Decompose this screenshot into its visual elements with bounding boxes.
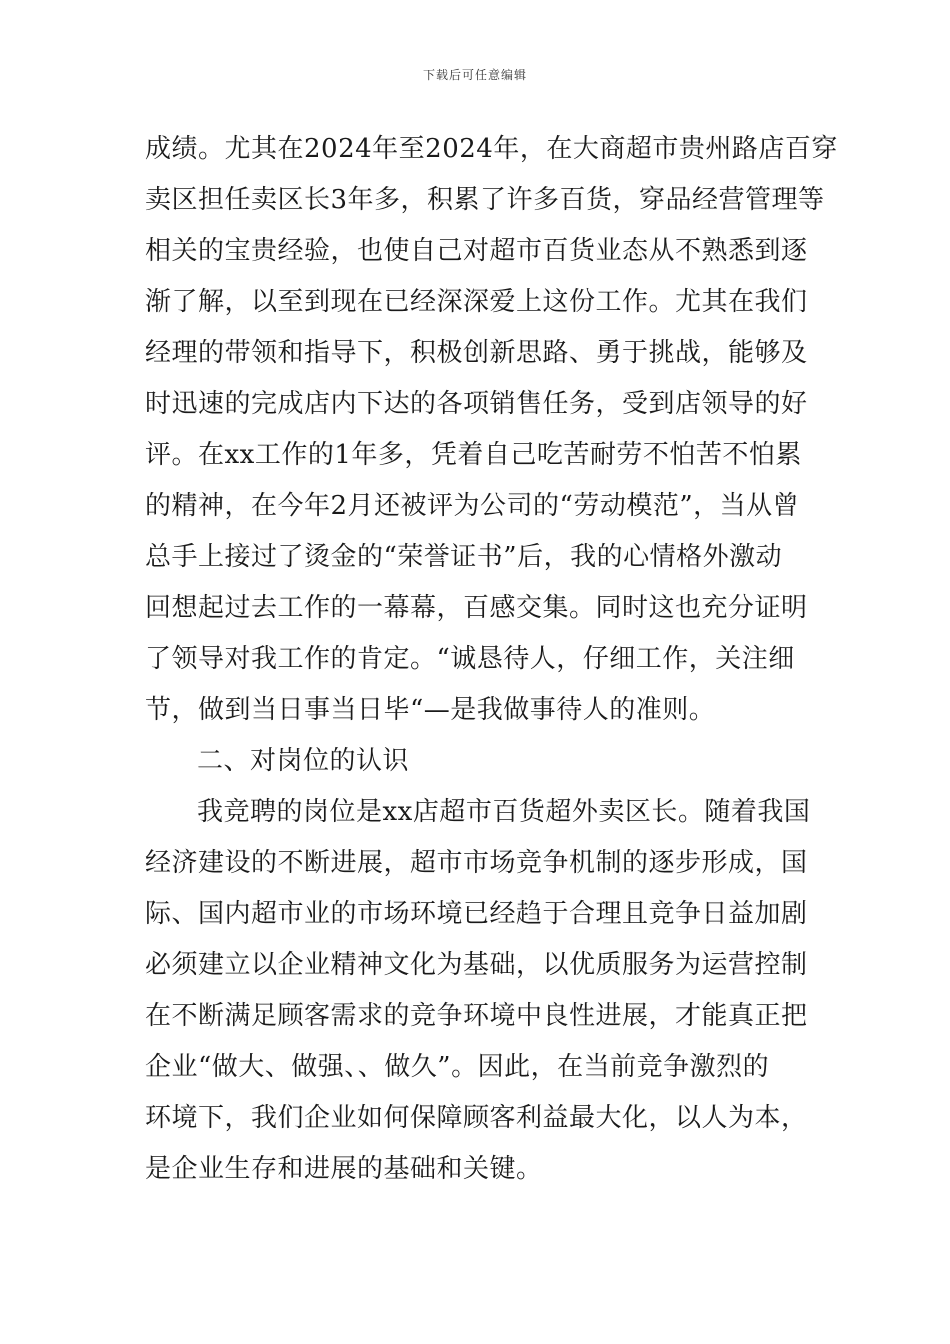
page-header: 下载后可任意编辑 <box>422 68 527 82</box>
body-line: 了领导对我工作的肯定。“诚恳待人，仔细工作，关注细 <box>145 644 795 674</box>
body-line: 环境下，我们企业如何保障顾客利益最大化，以人为本， <box>145 1103 808 1133</box>
body-line: 评。在xx工作的1年多，凭着自己吃苦耐劳不怕苦不怕累 <box>145 440 802 470</box>
body-line: 节，做到当日事当日毕“—是我做事待人的准则。 <box>145 695 716 725</box>
body-line: 成绩。尤其在2024年至2024年，在大商超市贵州路店百穿 <box>145 134 838 164</box>
body-line: 是企业生存和进展的基础和关键。 <box>145 1154 543 1184</box>
body-line: 企业“做大、做强、、做久”。因此，在当前竞争激烈的 <box>145 1052 770 1082</box>
body-line: 渐了解，以至到现在已经深深爱上这份工作。尤其在我们 <box>145 287 808 317</box>
body-line: 在不断满足顾客需求的竞争环境中良性进展，才能真正把 <box>145 1001 808 1031</box>
body-line: 回想起过去工作的一幕幕，百感交集。同时这也充分证明 <box>145 593 808 623</box>
body-line: 相关的宝贵经验，也使自己对超市百货业态从不熟悉到逐 <box>145 236 808 266</box>
body-line: 总手上接过了烫金的“荣誉证书”后，我的心情格外激动 <box>145 542 783 572</box>
body-line: 卖区担任卖区长3年多，积累了许多百货，穿品经营管理等 <box>145 185 825 215</box>
body-line: 经济建设的不断进展，超市市场竞争机制的逐步形成，国 <box>145 848 808 878</box>
body-line: 必须建立以企业精神文化为基础，以优质服务为运营控制 <box>145 950 808 980</box>
body-line: 经理的带领和指导下，积极创新思路、勇于挑战，能够及 <box>145 338 808 368</box>
section-heading: 二、对岗位的认识 <box>197 746 410 776</box>
body-line: 际、国内超市业的市场环境已经趋于合理且竞争日益加剧 <box>145 899 808 929</box>
body-line: 我竞聘的岗位是xx店超市百货超外卖区长。随着我国 <box>197 797 811 827</box>
body-line: 的精神，在今年2月还被评为公司的“劳动模范”，当从曾 <box>145 491 800 521</box>
body-line: 时迅速的完成店内下达的各项销售任务，受到店领导的好 <box>145 389 808 419</box>
